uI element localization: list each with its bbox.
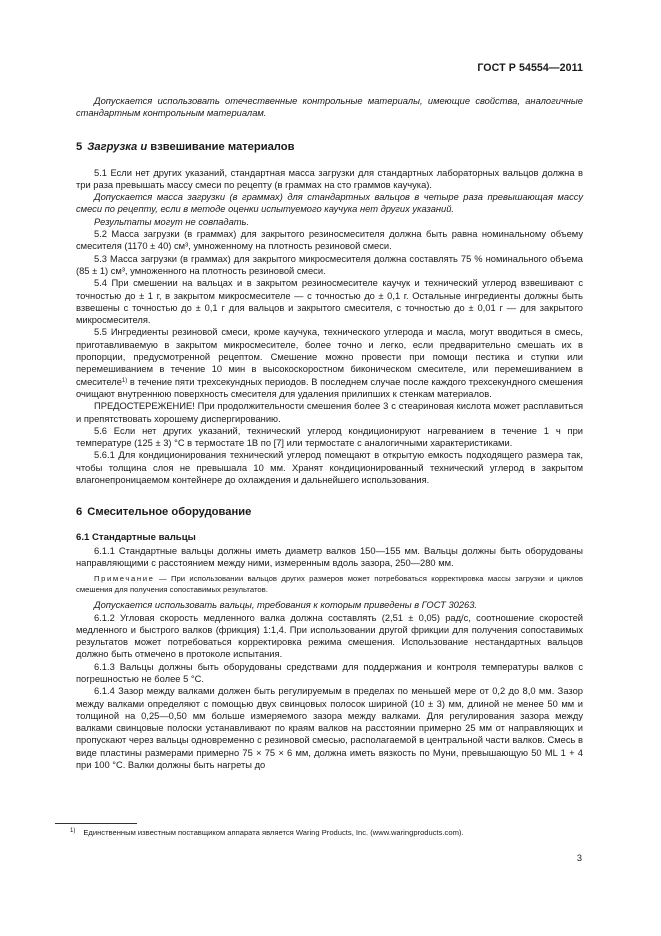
footnote [70,827,585,838]
paragraph-6-1-4: 6.1.4 Зазор между валками должен быть регулируемым в пределах по меньшей мере от 0,2 до 8,0 мм. Зазор между валками определяют с помощью двух свинцовых полосок шириной (10 ± 3) мм, длиной не менее 50 мм и толщиной на 0,25—0,50 мм больше измеряемого зазора между валками. Для регулирования зазора между валками свинцовые полоски устанавливают по краям валков на расстоянии примерно 25 мм от направляющих и пропускают через вальцы одновременно с резиновой смесью, располагаемой в центральной части валков. Смесь в виде пластины размерами примерно 75 × 75 × 6 мм, должна иметь вязкость по Муни, превышающую 50 ML 1 + 4 при 100 °C. Валки должны быть нагреты до [76,686,583,771]
section-5-title-rest: взвешивание материалов [147,140,295,153]
section-6-number: 6 [76,506,83,519]
footnote-text: Единственным известным поставщиком аппарата является Waring Products, Inc. (www.waringproducts.com). [83,828,464,837]
paragraph-5-6: 5.6 Если нет других указаний, технический углерод кондиционируют нагреванием в течение 1 ч при температуре (125 ± 3) °C в термостате 1В по [7] или термостате с аналогичными характеристиками. [76,425,583,449]
section-6-title: Смесительное оборудование [87,506,252,519]
document-header: ГОСТ Р 54554—2011 [477,62,583,74]
paragraph-6-1-2: 6.1.2 Угловая скорость медленного валка должна составлять (2,51 ± 0,05) рад/с, соотношение скоростей медленного и быстрого валков (фрикция) 1:1,4. При использовании другой фрикции для получения сопоставимых результатов может потребоваться корректировка режима смешения. Использование нестандартных вальцов должно быть отмечено в протоколе испытания. [76,612,583,660]
paragraph-5-5 [76,326,583,400]
footnote-reference: 1) [121,377,128,384]
note-label: Примечание [94,574,155,584]
section-5-number: 5 [76,140,83,153]
paragraph-5-1-allowance: Допускается масса загрузки (в граммах) для стандартных вальцов в четыре раза превышающая массу смеси по рецепту, если в методе оценки испытуемого каучука нет других указаний. [76,192,583,215]
intro-paragraph: Допускается использовать отечественные контрольные материалы, имеющие свойства, аналогичные стандартным контрольным материалам. [76,96,583,119]
section-5-title-italic: Загрузка и [87,140,148,153]
paragraph-6-allowance: Допускается использовать вальцы, требования к которым приведены в ГОСТ 30263. [94,600,478,611]
note-paragraph [76,573,583,595]
footnote-divider [55,823,137,824]
note-text: — При использовании вальцов других размеров может потребоваться корректировка массы загрузки и циклов смешения для получения сопоставимых результатов. [76,574,583,595]
paragraph-5-1-results: Результаты могут не совпадать. [94,216,250,227]
paragraph-5-4: 5.4 При смешении на вальцах и в закрытом резиносмесителе каучук и технический углерод взвешивают с точностью до ± 1 г, в закрытом микросмесителе — с точностью до ± 0,1 г. Остальные ингредиенты должны быть взвешены с точностью до ± 0,1 г для вальцов и закрытого смесителя, с точностью до ± 0,01 г — для закрытого микросмесителя. [76,278,583,326]
paragraph-6-1-3: 6.1.3 Вальцы должны быть оборудованы средствами для поддержания и контроля температуры валков с погрешностью не более 5 °C. [76,661,583,684]
paragraph-5-3: 5.3 Масса загрузки (в граммах) для закрытого микросмесителя должна составлять 75 % номинального объема (85 ± 1) см³, умноженного на плотность резиновой смеси. [76,253,583,276]
paragraph-6-1-1: 6.1.1 Стандартные вальцы должны иметь диаметр валков 150—155 мм. Вальцы должны быть оборудованы направляющими с расстоянием между ними, измеренным вдоль зазора, 250—280 мм. [76,545,583,568]
section-6-heading [76,505,583,519]
paragraph-5-5-part-a: 5.5 Ингредиенты резиновой смеси, кроме каучука, технического углерода и масла, могут вводиться в смесь, приготавливаемую в закрытом микросмесителе, более точно и легко, если предварительно смешать их в пропорции, предусмотренной рецептом. Смешение можно провести при помощи пестика и ступки или перемешиванием в течение 10 мин в высокоскоростном биконическом смесителе, или перемешиванием в смесителе [76,327,583,387]
paragraph-5-2: 5.2 Масса загрузки (в граммах) для закрытого резиносмесителя должна быть равна номинальному объему смесителя (1170 ± 40) см³, умноженному на плотность резиновой смеси. [76,229,583,252]
paragraph-5-6-1: 5.6.1 Для кондиционирования технический углерод помещают в открытую емкость подходящего размера так, чтобы толщина слоя не превышала 10 мм. Хранят кондиционированный технический углерод в закрытом влагонепроницаемом контейнере до охлаждения и дальнейшего использования. [76,450,583,486]
page-number: 3 [576,853,582,863]
paragraph-5-caution: ПРЕДОСТЕРЕЖЕНИЕ! При продолжительности смешения более 3 с стеариновая кислота может расплавиться и препятствовать хорошему диспергированию. [76,401,583,424]
footnote-mark: 1) [70,828,76,834]
subsection-6-1-heading: 6.1 Стандартные вальцы [76,532,196,544]
paragraph-5-1: 5.1 Если нет других указаний, стандартная масса загрузки для стандартных лабораторных вальцов должна в три раза превышать массу смеси по рецепту (в граммах на сто граммов каучука). [76,167,583,190]
document-body [76,95,583,771]
paragraph-5-5-part-b: в течение пяти трехсекундных периодов. В последнем случае после каждого трехсекундного смешения очищают внутреннюю поверхность смесителя для удаления прилипших к стенкам материалов. [76,376,583,399]
section-5-heading [76,140,583,154]
